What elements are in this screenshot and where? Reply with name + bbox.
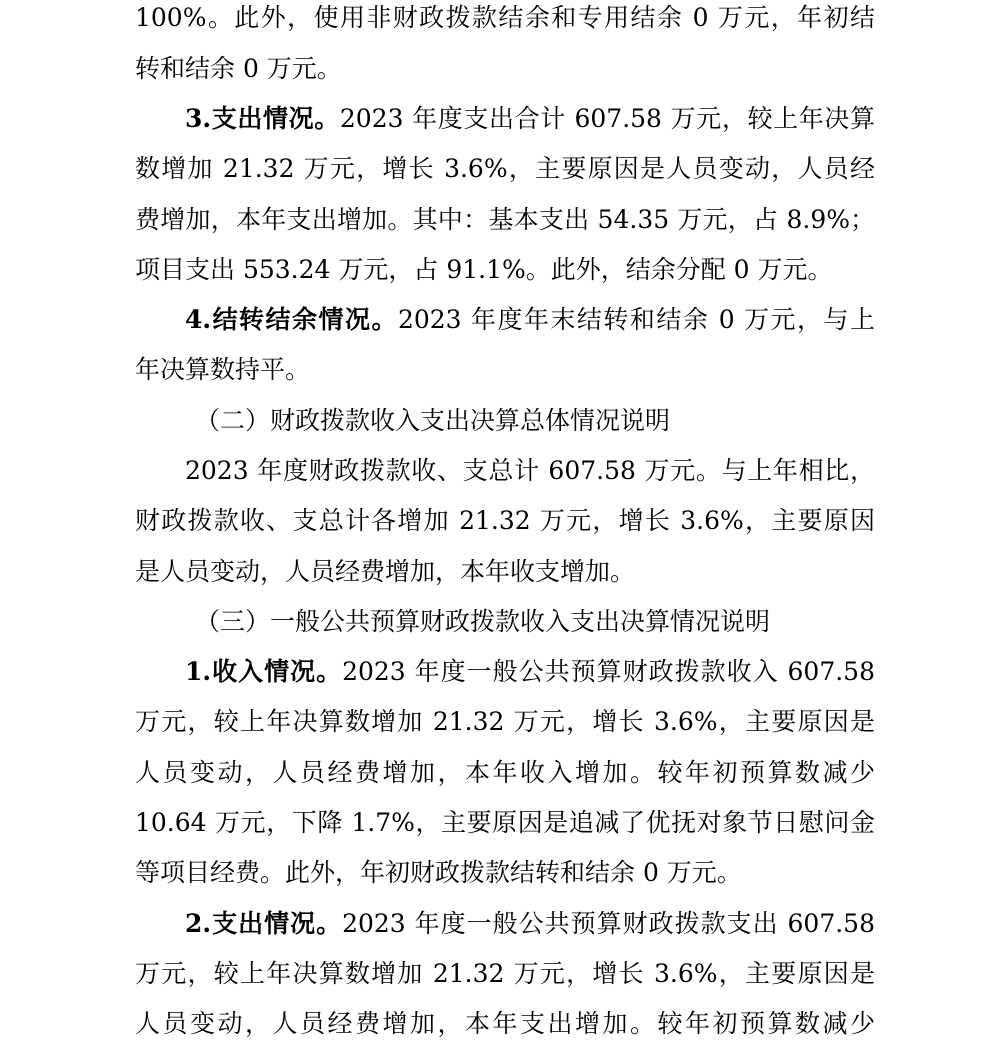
section-heading: 1.收入情况。 [185, 657, 343, 686]
text-line: 2023 年度财政拨款收、支总计 607.58 万元。与上年相比， [185, 456, 875, 485]
text-line: 项目支出 553.24 万元，占 91.1%。此外，结余分配 0 万元。 [135, 255, 833, 284]
text-line: 财政拨款收、支总计各增加 21.32 万元，增长 3.6%，主要原因 [135, 506, 875, 535]
section-heading: 2.支出情况。 [185, 909, 343, 938]
text-line: 人员变动，人员经费增加，本年收入增加。较年初预算数减少 [135, 758, 875, 787]
text-line: 万元，较上年决算数增加 21.32 万元，增长 3.6%，主要原因是 [135, 707, 875, 736]
paragraph-income: 1.收入情况。2023 年度一般公共预算财政拨款收入 607.58 [185, 657, 875, 686]
text-line: 人员变动，人员经费增加，本年支出增加。较年初预算数减少 [135, 1009, 875, 1038]
text-line: 万元，较上年决算数增加 21.32 万元，增长 3.6%，主要原因是 [135, 959, 875, 988]
paragraph-carryover: 4.结转结余情况。2023 年度年末结转和结余 0 万元，与上 [185, 305, 876, 334]
text-line: 年决算数持平。 [135, 355, 311, 384]
subsection-title: （二）财政拨款收入支出决算总体情况说明 [195, 406, 671, 435]
text-line: 数增加 21.32 万元，增长 3.6%，主要原因是人员变动，人员经 [135, 154, 875, 183]
section-heading: 3.支出情况。 [185, 104, 340, 133]
text-line: 费增加，本年支出增加。其中：基本支出 54.35 万元，占 8.9%； [135, 205, 875, 234]
text-line: 转和结余 0 万元。 [135, 54, 342, 83]
text-line: 10.64 万元，下降 1.7%，主要原因是追减了优抚对象节日慰问金 [135, 808, 875, 837]
section-heading: 4.结转结余情况。 [185, 305, 398, 334]
subsection-title: （三）一般公共预算财政拨款收入支出决算情况说明 [195, 607, 771, 636]
text-line: 100%。此外，使用非财政拨款结余和专用结余 0 万元，年初结 [135, 3, 875, 32]
paragraph-expenditure-general: 2.支出情况。2023 年度一般公共预算财政拨款支出 607.58 [185, 909, 875, 938]
text-line: 是人员变动，人员经费增加，本年收支增加。 [135, 557, 636, 586]
text-line: 等项目经费。此外，年初财政拨款结转和结余 0 万元。 [135, 858, 742, 887]
paragraph-expenditure: 3.支出情况。2023 年度支出合计 607.58 万元，较上年决算 [185, 104, 875, 133]
